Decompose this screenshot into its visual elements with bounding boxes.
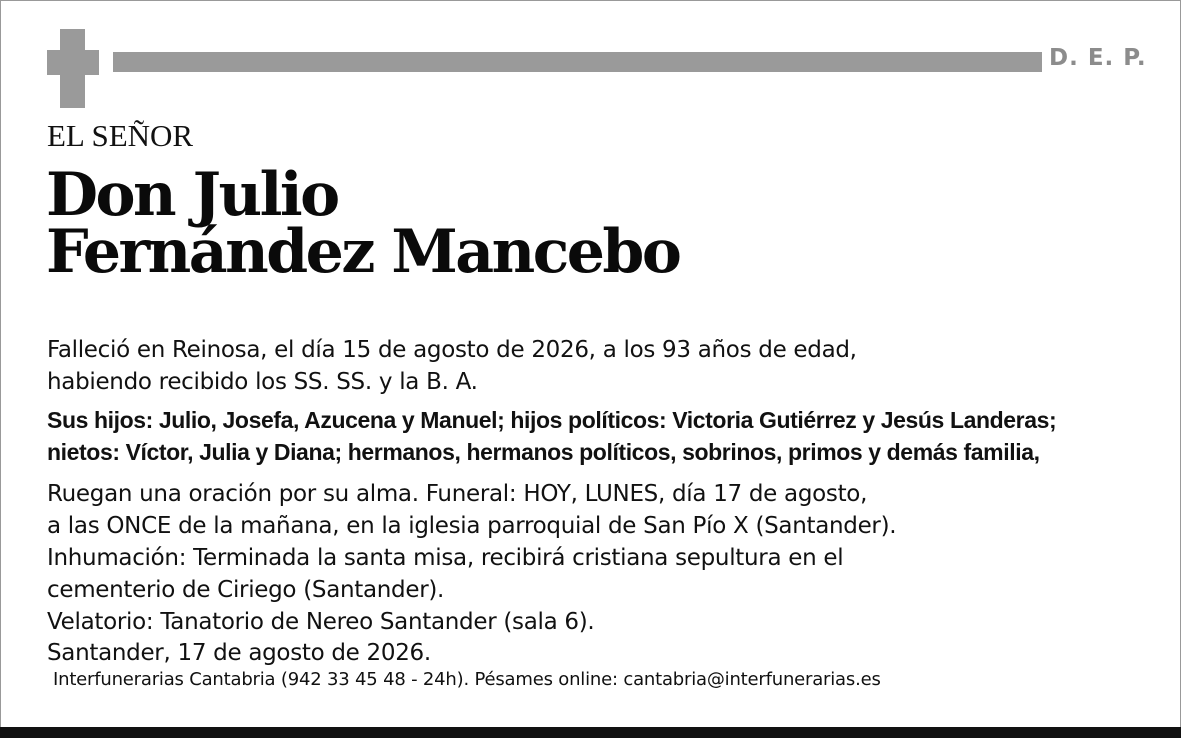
family-line: nietos: Víctor, Julia y Diana; hermanos, hermanos políticos, sobrinos, primos y demás familia,	[47, 439, 1040, 465]
dateline: Santander, 17 de agosto de 2026.	[47, 640, 431, 666]
death-notice-line: Falleció en Reinosa, el día 15 de agosto de 2026, a los 93 años de edad,	[47, 337, 857, 363]
service-line: cementerio de Ciriego (Santander).	[47, 577, 445, 603]
dep-mark: D. E. P.	[1049, 45, 1147, 71]
deceased-name-line2: Fernández Mancebo	[46, 217, 680, 287]
death-notice	[47, 334, 857, 398]
service-details	[47, 478, 896, 638]
family-line: Sus hijos: Julio, Josefa, Azucena y Manuel; hijos políticos: Victoria Gutiérrez y Jesús Landeras;	[47, 407, 1057, 433]
family-list	[47, 404, 1056, 468]
death-notice-line: habiendo recibido los SS. SS. y la B. A.	[47, 369, 478, 395]
bottom-rule	[0, 727, 1181, 738]
deceased-name-line1: Don Julio	[46, 160, 338, 230]
service-line: Ruegan una oración por su alma. Funeral: HOY, LUNES, día 17 de agosto,	[47, 481, 868, 507]
service-line: a las ONCE de la mañana, en la iglesia parroquial de San Pío X (Santander).	[47, 513, 897, 539]
funeral-home-footer: Interfunerarias Cantabria (942 33 45 48 - 24h). Pésames online: cantabria@interfunerarias.es	[53, 669, 881, 690]
service-line: Velatorio: Tanatorio de Nereo Santander (sala 6).	[47, 609, 595, 635]
service-line: Inhumación: Terminada la santa misa, recibirá cristiana sepultura en el	[47, 545, 844, 571]
header-rule	[113, 52, 1042, 72]
honorific-label: EL SEÑOR	[47, 118, 194, 153]
cross-icon	[47, 29, 99, 108]
